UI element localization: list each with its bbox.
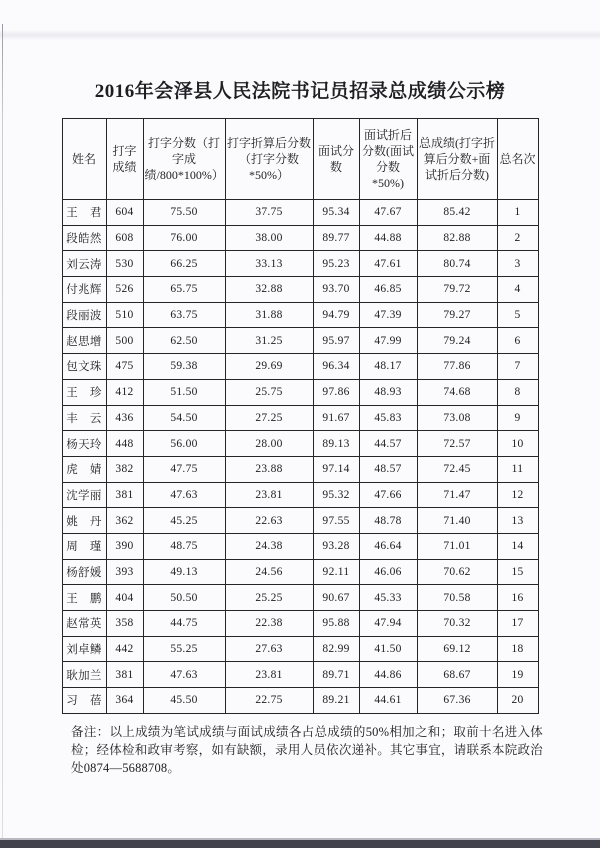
cell-interview_weighted: 45.83 — [359, 405, 417, 431]
cell-total: 73.08 — [417, 405, 497, 431]
cell-total: 70.32 — [417, 611, 497, 637]
cell-typing_pct: 62.50 — [143, 328, 225, 354]
cell-name: 虎 婧 — [62, 456, 106, 482]
table-row — [62, 431, 538, 457]
cell-interview_weighted: 47.67 — [359, 200, 417, 226]
cell-total: 70.62 — [417, 559, 497, 585]
cell-total: 82.88 — [417, 225, 497, 251]
cell-typing_pct: 50.50 — [143, 585, 225, 611]
cell-typing_weighted: 25.75 — [225, 379, 313, 405]
cell-total: 72.57 — [417, 431, 497, 457]
cell-typing_score: 381 — [106, 482, 143, 508]
cell-typing_score: 526 — [106, 277, 143, 303]
cell-total: 71.01 — [417, 533, 497, 559]
cell-total: 68.67 — [417, 662, 497, 688]
cell-typing_pct: 45.50 — [143, 688, 225, 714]
header-name: 姓名 — [62, 119, 106, 200]
table-row — [62, 508, 538, 534]
cell-total: 77.86 — [417, 354, 497, 380]
table-row — [62, 200, 538, 226]
cell-typing_score: 500 — [106, 328, 143, 354]
table-row — [62, 636, 538, 662]
cell-interview_score: 97.14 — [313, 456, 359, 482]
cell-typing_weighted: 23.88 — [225, 456, 313, 482]
table-row — [62, 225, 538, 251]
cell-name: 刘卓鳞 — [62, 636, 106, 662]
cell-typing_weighted: 33.13 — [225, 251, 313, 277]
cell-typing_weighted: 37.75 — [225, 200, 313, 226]
cell-typing_weighted: 31.25 — [225, 328, 313, 354]
cell-name: 周 瑾 — [62, 533, 106, 559]
table-header — [62, 119, 538, 200]
table-row — [62, 482, 538, 508]
cell-name: 丰 云 — [62, 405, 106, 431]
cell-interview_score: 89.13 — [313, 431, 359, 457]
cell-typing_weighted: 28.00 — [225, 431, 313, 457]
cell-typing_pct: 54.50 — [143, 405, 225, 431]
cell-typing_pct: 55.25 — [143, 636, 225, 662]
table-row — [62, 405, 538, 431]
cell-interview_score: 90.67 — [313, 585, 359, 611]
cell-typing_weighted: 27.63 — [225, 636, 313, 662]
cell-interview_score: 92.11 — [313, 559, 359, 585]
cell-typing_score: 381 — [106, 662, 143, 688]
cell-typing_weighted: 38.00 — [225, 225, 313, 251]
cell-interview_weighted: 44.61 — [359, 688, 417, 714]
cell-interview_score: 95.88 — [313, 611, 359, 637]
cell-typing_score: 404 — [106, 585, 143, 611]
cell-total: 79.24 — [417, 328, 497, 354]
header-interview-weighted: 面试折后分数(面试分数*50%) — [359, 119, 417, 200]
cell-typing_pct: 63.75 — [143, 302, 225, 328]
table-row — [62, 277, 538, 303]
cell-typing_pct: 47.63 — [143, 482, 225, 508]
cell-typing_pct: 51.50 — [143, 379, 225, 405]
cell-total: 69.12 — [417, 636, 497, 662]
cell-rank: 16 — [497, 585, 538, 611]
cell-total: 67.36 — [417, 688, 497, 714]
cell-typing_pct: 75.50 — [143, 200, 225, 226]
cell-typing_score: 475 — [106, 354, 143, 380]
footnote: 备注：以上成绩为笔试成绩与面试成绩各占总成绩的50%相加之和；取前十名进入体检；经体检和政审考察，如有缺额，录用人员依次递补。其它事宜，请联系本院政治处0874—5688708。 — [71, 724, 543, 775]
cell-name: 段皓然 — [62, 225, 106, 251]
cell-interview_score: 95.23 — [313, 251, 359, 277]
cell-interview_score: 95.32 — [313, 482, 359, 508]
header-total: 总成绩(打字折算后分数+面试折后分数) — [417, 119, 497, 200]
cell-interview_score: 94.79 — [313, 302, 359, 328]
cell-rank: 7 — [497, 354, 538, 380]
cell-name: 付兆辉 — [62, 277, 106, 303]
cell-interview_weighted: 47.61 — [359, 251, 417, 277]
cell-typing_weighted: 31.88 — [225, 302, 313, 328]
cell-interview_weighted: 44.88 — [359, 225, 417, 251]
table-row — [62, 585, 538, 611]
table-row — [62, 328, 538, 354]
cell-typing_score: 442 — [106, 636, 143, 662]
cell-rank: 9 — [497, 405, 538, 431]
cell-typing_weighted: 24.56 — [225, 559, 313, 585]
header-rank: 总名次 — [497, 119, 538, 200]
cell-typing_score: 382 — [106, 456, 143, 482]
header-typing-pct: 打字分数（打字成绩/800*100%） — [143, 119, 225, 200]
scan-left-edge — [2, 24, 3, 848]
cell-total: 79.27 — [417, 302, 497, 328]
cell-total: 71.40 — [417, 508, 497, 534]
cell-typing_pct: 48.75 — [143, 533, 225, 559]
cell-typing_pct: 44.75 — [143, 611, 225, 637]
cell-typing_weighted: 23.81 — [225, 662, 313, 688]
cell-interview_weighted: 41.50 — [359, 636, 417, 662]
cell-interview_score: 89.77 — [313, 225, 359, 251]
header-typing-score: 打字成绩 — [106, 119, 143, 200]
cell-name: 姚 丹 — [62, 508, 106, 534]
cell-name: 王 鹏 — [62, 585, 106, 611]
page-title: 2016年会泽县人民法院书记员招录总成绩公示榜 — [94, 81, 506, 102]
cell-interview_weighted: 48.57 — [359, 456, 417, 482]
table-row — [62, 456, 538, 482]
cell-typing_pct: 49.13 — [143, 559, 225, 585]
cell-total: 85.42 — [417, 200, 497, 226]
cell-rank: 1 — [497, 200, 538, 226]
cell-rank: 12 — [497, 482, 538, 508]
cell-total: 79.72 — [417, 277, 497, 303]
cell-typing_weighted: 27.25 — [225, 405, 313, 431]
cell-typing_pct: 56.00 — [143, 431, 225, 457]
cell-rank: 6 — [497, 328, 538, 354]
cell-interview_weighted: 48.78 — [359, 508, 417, 534]
cell-typing_weighted: 23.81 — [225, 482, 313, 508]
cell-rank: 18 — [497, 636, 538, 662]
table-row — [62, 379, 538, 405]
cell-interview_weighted: 44.57 — [359, 431, 417, 457]
header-interview-score: 面试分数 — [313, 119, 359, 200]
cell-typing_score: 436 — [106, 405, 143, 431]
cell-interview_weighted: 48.17 — [359, 354, 417, 380]
cell-interview_weighted: 46.64 — [359, 533, 417, 559]
cell-interview_score: 91.67 — [313, 405, 359, 431]
cell-rank: 17 — [497, 611, 538, 637]
cell-rank: 10 — [497, 431, 538, 457]
cell-typing_pct: 59.38 — [143, 354, 225, 380]
cell-name: 刘云涛 — [62, 251, 106, 277]
cell-typing_weighted: 22.63 — [225, 508, 313, 534]
cell-interview_score: 93.70 — [313, 277, 359, 303]
cell-name: 王 君 — [62, 200, 106, 226]
table-row — [62, 354, 538, 380]
table-row — [62, 611, 538, 637]
cell-typing_pct: 66.25 — [143, 251, 225, 277]
cell-interview_weighted: 48.93 — [359, 379, 417, 405]
cell-name: 杨天玲 — [62, 431, 106, 457]
cell-typing_pct: 76.00 — [143, 225, 225, 251]
table-row — [62, 302, 538, 328]
cell-rank: 14 — [497, 533, 538, 559]
cell-typing_pct: 47.75 — [143, 456, 225, 482]
cell-total: 71.47 — [417, 482, 497, 508]
cell-interview_weighted: 46.85 — [359, 277, 417, 303]
table-row — [62, 688, 538, 714]
results-table-body — [62, 200, 538, 714]
cell-typing_score: 608 — [106, 225, 143, 251]
table-row — [62, 533, 538, 559]
cell-interview_weighted: 46.06 — [359, 559, 417, 585]
cell-rank: 11 — [497, 456, 538, 482]
cell-interview_score: 89.71 — [313, 662, 359, 688]
cell-typing_score: 393 — [106, 559, 143, 585]
cell-rank: 13 — [497, 508, 538, 534]
cell-typing_weighted: 22.38 — [225, 611, 313, 637]
table-header-row — [62, 119, 538, 200]
scan-bottom-edge — [0, 838, 600, 848]
cell-interview_weighted: 47.39 — [359, 302, 417, 328]
cell-interview_weighted: 45.33 — [359, 585, 417, 611]
cell-rank: 3 — [497, 251, 538, 277]
cell-typing_score: 362 — [106, 508, 143, 534]
cell-interview_score: 95.34 — [313, 200, 359, 226]
cell-rank: 5 — [497, 302, 538, 328]
cell-typing_score: 364 — [106, 688, 143, 714]
cell-total: 72.45 — [417, 456, 497, 482]
cell-typing_score: 358 — [106, 611, 143, 637]
cell-interview_score: 97.86 — [313, 379, 359, 405]
cell-interview_weighted: 47.99 — [359, 328, 417, 354]
cell-typing_weighted: 25.25 — [225, 585, 313, 611]
cell-interview_score: 89.21 — [313, 688, 359, 714]
cell-typing_pct: 47.63 — [143, 662, 225, 688]
cell-rank: 20 — [497, 688, 538, 714]
cell-rank: 19 — [497, 662, 538, 688]
cell-rank: 15 — [497, 559, 538, 585]
cell-rank: 2 — [497, 225, 538, 251]
cell-typing_weighted: 32.88 — [225, 277, 313, 303]
cell-typing_score: 448 — [106, 431, 143, 457]
cell-typing_score: 510 — [106, 302, 143, 328]
cell-name: 包文珠 — [62, 354, 106, 380]
cell-name: 习 蓓 — [62, 688, 106, 714]
cell-rank: 4 — [497, 277, 538, 303]
cell-name: 赵思增 — [62, 328, 106, 354]
table-row — [62, 559, 538, 585]
cell-rank: 8 — [497, 379, 538, 405]
cell-interview_score: 93.28 — [313, 533, 359, 559]
cell-name: 耿加兰 — [62, 662, 106, 688]
cell-typing_score: 604 — [106, 200, 143, 226]
cell-typing_weighted: 22.75 — [225, 688, 313, 714]
cell-interview_weighted: 44.86 — [359, 662, 417, 688]
cell-name: 沈学丽 — [62, 482, 106, 508]
cell-interview_score: 95.97 — [313, 328, 359, 354]
cell-name: 赵常英 — [62, 611, 106, 637]
cell-typing_score: 412 — [106, 379, 143, 405]
cell-typing_weighted: 29.69 — [225, 354, 313, 380]
cell-typing_pct: 45.25 — [143, 508, 225, 534]
table-row — [62, 251, 538, 277]
cell-typing_score: 530 — [106, 251, 143, 277]
results-table — [62, 118, 539, 714]
cell-interview_score: 97.55 — [313, 508, 359, 534]
cell-name: 杨舒媛 — [62, 559, 106, 585]
cell-interview_weighted: 47.66 — [359, 482, 417, 508]
cell-name: 段丽波 — [62, 302, 106, 328]
header-typing-weighted: 打字折算后分数（打字分数*50%） — [225, 119, 313, 200]
cell-typing_pct: 65.75 — [143, 277, 225, 303]
cell-interview_score: 96.34 — [313, 354, 359, 380]
cell-total: 70.58 — [417, 585, 497, 611]
cell-total: 80.74 — [417, 251, 497, 277]
cell-name: 王 珍 — [62, 379, 106, 405]
table-row — [62, 662, 538, 688]
cell-total: 74.68 — [417, 379, 497, 405]
cell-typing_weighted: 24.38 — [225, 533, 313, 559]
cell-interview_weighted: 47.94 — [359, 611, 417, 637]
cell-interview_score: 82.99 — [313, 636, 359, 662]
cell-typing_score: 390 — [106, 533, 143, 559]
